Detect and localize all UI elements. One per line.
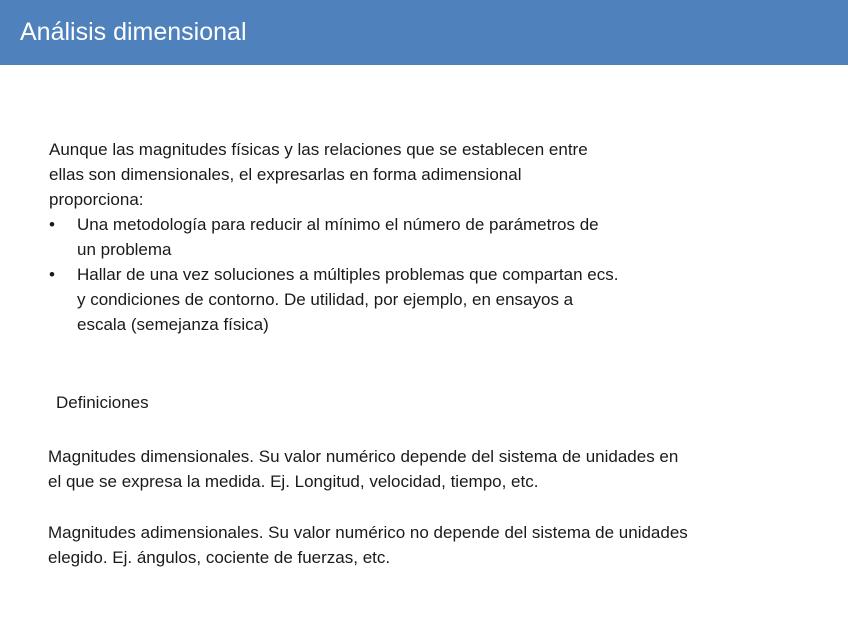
definition-dimensional [48, 444, 678, 494]
definitions-heading: Definiciones [56, 393, 149, 412]
bullet-item [49, 262, 709, 337]
definition-line: el que se expresa la medida. Ej. Longitud, velocidad, tiempo, etc. [48, 472, 539, 491]
bullet-dot-icon: • [49, 215, 55, 234]
bullet-item [49, 212, 709, 262]
bullet-line: Hallar de una vez soluciones a múltiples problemas que compartan ecs. [77, 265, 619, 284]
bullet-line: y condiciones de contorno. De utilidad, por ejemplo, en ensayos a [77, 290, 574, 309]
bullet-line: un problema [77, 240, 172, 259]
bullet-line: escala (semejanza física) [77, 315, 269, 334]
bullet-dot-icon: • [49, 265, 55, 284]
bullet-list [49, 212, 709, 337]
intro-line: Aunque las magnitudes físicas y las relaciones que se establecen entre [49, 140, 588, 159]
definition-line: Magnitudes adimensionales. Su valor numérico no depende del sistema de unidades [48, 523, 688, 542]
definition-line: Magnitudes dimensionales. Su valor numérico depende del sistema de unidades en [48, 447, 679, 466]
definition-adimensional [48, 520, 688, 570]
intro-line: ellas son dimensionales, el expresarlas en forma adimensional [49, 165, 522, 184]
definition-line: elegido. Ej. ángulos, cociente de fuerzas, etc. [48, 548, 391, 567]
bullet-line: Una metodología para reducir al mínimo el número de parámetros de [77, 215, 599, 234]
intro-block [49, 137, 709, 337]
intro-line: proporciona: [49, 190, 144, 209]
slide-title: Análisis dimensional [20, 18, 247, 46]
intro-paragraph [49, 137, 709, 212]
slide-header-bar [0, 0, 848, 65]
